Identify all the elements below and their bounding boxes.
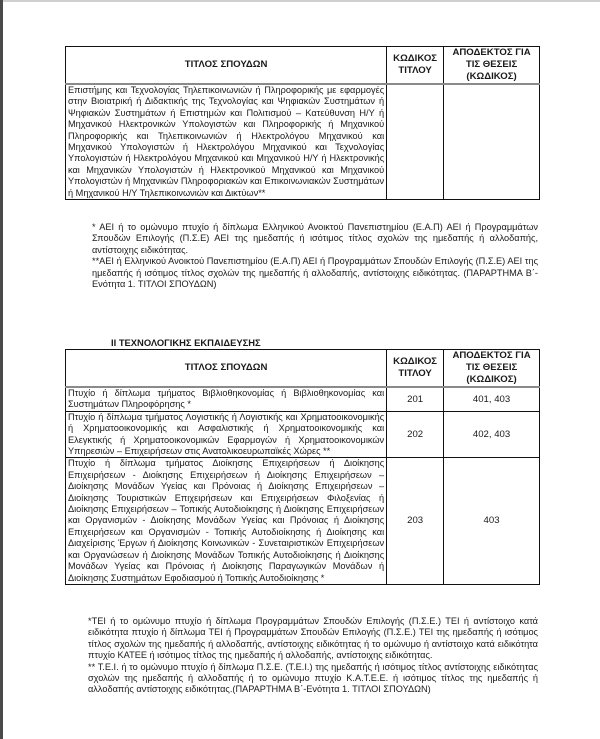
header-accepted-positions: ΑΠΟΔΕΚΤΟΣ ΓΙΑ ΤΙΣ ΘΕΣΕΙΣ (ΚΩΔΙΚΟΣ) <box>444 350 540 388</box>
table-row <box>66 411 540 458</box>
degrees-table-technological <box>65 349 540 585</box>
viewer-left-edge <box>0 0 3 739</box>
title-code-cell: 202 <box>387 411 444 458</box>
footnotes-university <box>92 222 538 290</box>
table-row <box>66 387 540 411</box>
degree-title-cell: Επιστήμης και Τεχνολογίας Τηλεπικοινωνιών ή Πληροφορικής με εφαρμογές στην Βιοιατρική ή Διδακτικής της Τεχνολογίας και Ψηφιακών Συστημάτων ή Ψηφιακών Συστημάτων ή Επιστημών και Πολιτισμού – Κατεύθυνση Η/Υ ή Μηχανικού Ηλεκτρονικών Υπολογιστών και Πληροφορικής ή Μηχανικού Πληροφορικής και Τηλεπικοινωνιών ή Ηλεκτρολόγου Μηχανικού και Μηχανικού Υπολογιστών ή Ηλεκτρολόγου Μηχανικού και Τεχνολογίας Υπολογιστών ή Ηλεκτρολόγου Μηχανικού και Μηχανικού Η/Υ ή Ηλεκτρονικής και Μηχανικών Υπολογιστών ή Ηλεκτρονικού Μηχανικού και Μηχανικού Υπολογιστών ή Μηχανικών Πληροφοριακών και Επικοινωνιακών Συστημάτων ή Μηχανικού Η/Υ Τηλεπικοινωνιών και Δικτύων** <box>66 84 387 200</box>
degree-title-cell: Πτυχίο ή δίπλωμα τμήματος Βιβλιοθηκονομίας ή Βιβλιοθηκονομίας και Συστημάτων Πληροφόρησης * <box>66 387 387 411</box>
header-title-of-studies: ΤΙΤΛΟΣ ΣΠΟΥΔΩΝ <box>66 350 387 388</box>
footnote-double-asterisk: ** Τ.Ε.Ι. ή το ομώνυμο πτυχίο ή δίπλωμα Π.Σ.Ε. (Τ.Ε.Ι.) της ημεδαπής ή ισότιμος τίτλος αντίστοιχης ειδικότητας σχολών της ημεδαπής ή αλλοδαπής ή το ομώνυμο πτυχίο Κ.Α.Τ.Ε.Ε. ή ισότιμος τίτλος της ημεδαπής ή αλλοδαπής αντίστοιχης ειδικότητας.(ΠΑΡΑΡΤΗΜΑ Β΄-Ενότητα 1. ΤΙΤΛΟΙ ΣΠΟΥΔΩΝ) <box>88 661 538 695</box>
accepted-positions-cell: 401, 403 <box>444 387 540 411</box>
degree-title-cell: Πτυχίο ή δίπλωμα τμήματος Διοίκησης Επιχειρήσεων ή Διοίκησης Επιχειρήσεων - Διοίκησης Επιχειρήσεων ή Διοίκησης Επιχειρήσεων – Διοίκησης Μονάδων Υγείας και Πρόνοιας ή Διοίκησης Επιχειρήσεων – Διοίκησης Τουριστικών Επιχειρήσεων και Επιχειρήσεων Φιλοξενίας ή Διοίκησης Επιχειρήσεων – Τοπικής Αυτοδιοίκησης ή Διοίκησης Επιχειρήσεων και Οργανισμών - Διοίκησης Μονάδων Υγείας και Πρόνοιας ή Διοίκησης Επιχειρήσεων και Οργανισμών - Τοπικής Αυτοδιοίκησης ή Διοίκησης και Διαχείρισης Έργων ή Διοίκησης Κοινωνικών - Συνεταιριστικών Επιχειρήσεων και Οργανώσεων ή Διοίκησης Μονάδων Τοπικής Αυτοδιοίκησης ή Διοίκησης Μονάδων Υγείας και Πρόνοιας ή Διοίκησης Παραγωγικών Μονάδων ή Διοίκησης Συστημάτων Εφοδιασμού ή Τοπικής Αυτοδιοίκησης * <box>66 458 387 584</box>
degree-title-cell: Πτυχίο ή δίπλωμα τμήματος Λογιστικής ή Λογιστικής και Χρηματοοικονομικής ή Χρηματοοικονομικής και Ασφαλιστικής ή Χρηματοοικονομικής και Ελεγκτικής ή Χρηματοοικονομικών Εφαρμογών ή Χρηματοοικονομικών Υπηρεσιών – Επιχειρήσεων στις Ανατολικοευρωπαϊκές Χώρες ** <box>66 411 387 458</box>
table-header-row <box>66 47 540 85</box>
accepted-positions-cell: 402, 403 <box>444 411 540 458</box>
footnote-single-asterisk: * ΑΕΙ ή το ομώνυμο πτυχίο ή δίπλωμα Ελληνικού Ανοικτού Πανεπιστημίου (Ε.Α.Π) ΑΕΙ ή Προγραμμάτων Σπουδών Επιλογής (Π.Σ.Ε) ΑΕΙ της ημεδαπής ή ισότιμος τίτλος σχολών της ημεδαπής ή αλλοδαπής, αντίστοιχης ειδικότητας. <box>92 222 538 255</box>
table-row <box>66 84 540 200</box>
title-code-cell: 203 <box>387 458 444 584</box>
viewer-top-edge <box>0 0 600 2</box>
header-accepted-positions: ΑΠΟΔΕΚΤΟΣ ΓΙΑ ΤΙΣ ΘΕΣΕΙΣ (ΚΩΔΙΚΟΣ) <box>444 47 540 85</box>
table-row <box>66 458 540 584</box>
footnote-double-asterisk: **ΑΕΙ ή Ελληνικού Ανοικτού Πανεπιστημίου (Ε.Α.Π) ΑΕΙ ή Προγραμμάτων Σπουδών Επιλογής (Π.Σ.Ε) ΑΕΙ της ημεδαπής ή ισότιμος τίτλος σχολών της ημεδαπής ή αλλοδαπής, αντίστοιχης ειδικότητας. (ΠΑΡΑΡΤΗΜΑ Β΄-Ενότητα 1. ΤΙΤΛΟΙ ΣΠΟΥΔΩΝ) <box>92 256 538 290</box>
header-title-code: ΚΩΔΙΚΟΣ ΤΙΤΛΟΥ <box>387 47 444 85</box>
header-title-code: ΚΩΔΙΚΟΣ ΤΙΤΛΟΥ <box>387 350 444 388</box>
header-title-of-studies: ΤΙΤΛΟΣ ΣΠΟΥΔΩΝ <box>66 47 387 85</box>
title-code-cell <box>387 84 444 200</box>
section-heading-technological: II ΤΕΧΝΟΛΟΓΙΚΗΣ ΕΚΠΑΙΔΕΥΣΗΣ <box>111 337 261 348</box>
title-code-cell: 201 <box>387 387 444 411</box>
footnote-single-asterisk: *ΤΕΙ ή το ομώνυμο πτυχίο ή δίπλωμα Προγραμμάτων Σπουδών Επιλογής (Π.Σ.Ε.) ΤΕΙ ή αντίστοιχο κατά ειδικότητα πτυχίο ή δίπλωμα ΤΕΙ ή Προγραμμάτων Σπουδών Επιλογής (Π.Σ.Ε.) ΤΕΙ της ημεδαπής ή ισότιμος τίτλος σχολών της ημεδαπής ή αλλοδαπής, αντίστοιχης ειδικότητας ή το ομώνυμο ή αντίστοιχο κατά ειδικότητα πτυχίο ΚΑΤΕΕ ή ισότιμος τίτλος της ημεδαπής ή αλλοδαπής, αντίστοιχης ειδικότητας. <box>88 616 538 661</box>
degrees-table-university <box>65 46 540 200</box>
footnotes-technological <box>88 616 538 696</box>
accepted-positions-cell: 403 <box>444 458 540 584</box>
table-header-row <box>66 350 540 388</box>
accepted-positions-cell <box>444 84 540 200</box>
